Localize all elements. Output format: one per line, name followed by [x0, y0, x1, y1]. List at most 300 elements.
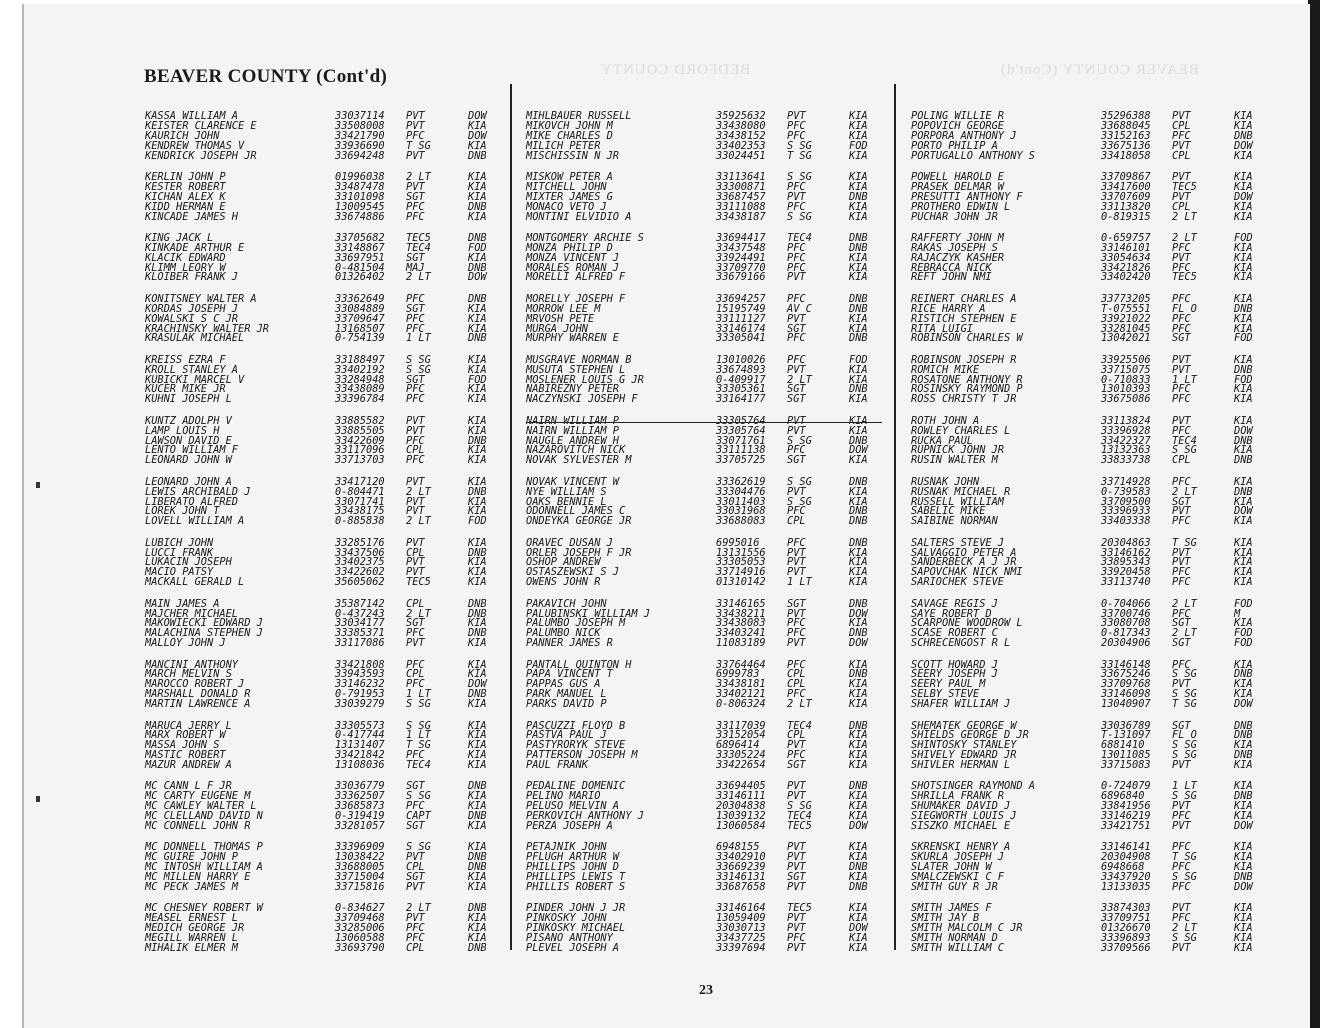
rank: S SG [787, 434, 812, 447]
rank: PFC [787, 292, 806, 305]
service-number: 33714916 [716, 566, 766, 579]
page-title: BEAVER COUNTY (Cont'd) [144, 66, 388, 87]
rank: PVT [1172, 556, 1191, 569]
service-number: 33417120 [335, 475, 385, 488]
status-code: DNB [1234, 790, 1253, 803]
rank: PFC [1172, 312, 1191, 325]
name: RAKAS JOSEPH S [911, 241, 998, 254]
name: MC MILLEN HARRY E [145, 871, 251, 884]
roster-group [526, 353, 898, 406]
status-code: KIA [1234, 941, 1253, 954]
rank: PFC [406, 658, 425, 671]
rank: CPL [787, 668, 806, 681]
name: RAFFERTY JOHN M [911, 231, 1004, 244]
roster-group [911, 353, 1283, 406]
roster-entry [145, 517, 517, 527]
roster-column-1 [145, 112, 517, 965]
roster-entry [526, 578, 898, 588]
name: MIHALIK ELMER M [145, 941, 238, 954]
roster-group [911, 782, 1283, 831]
roster-group [145, 658, 517, 711]
status-code: KIA [1234, 902, 1253, 915]
rank: PVT [1172, 759, 1191, 772]
service-number: 33146174 [716, 322, 766, 335]
status-code: DNB [849, 597, 868, 610]
name: MORROW LEE M [526, 302, 601, 315]
name: KLACIK EDWARD [145, 251, 226, 264]
name: NAZAROVITCH NICK [526, 444, 626, 457]
service-number: 33164177 [716, 393, 766, 406]
status-code: FOD [1234, 637, 1253, 650]
status-code: KIA [1234, 353, 1253, 366]
status-code: KIA [468, 475, 487, 488]
name: LUKACIN JOSEPH [145, 556, 232, 569]
service-number: 33687457 [716, 190, 766, 203]
service-number: 33438187 [716, 210, 766, 223]
service-number: 33438175 [335, 505, 385, 518]
service-number: 20304838 [716, 800, 766, 813]
status-code: KIA [1234, 393, 1253, 406]
status-code: KIA [468, 119, 487, 132]
service-number: 33396784 [335, 393, 385, 406]
service-number: 0-819315 [1101, 210, 1151, 223]
rank: PVT [787, 312, 806, 325]
service-number: 33285176 [335, 536, 385, 549]
name: SAPOVCHAK NICK NMI [911, 566, 1023, 579]
name: PALUMBO NICK [526, 627, 601, 640]
status-code: DNB [468, 485, 487, 498]
name: OWENS JOHN R [526, 576, 601, 589]
status-code: KIA [849, 424, 868, 437]
rank: PFC [1172, 658, 1191, 671]
service-number: 33697951 [335, 251, 385, 264]
service-number: 0-817343 [1101, 627, 1151, 640]
name: MC DONNELL THOMAS P [145, 841, 263, 854]
name: SISZKO MICHAEL E [911, 820, 1011, 833]
service-number: 33693790 [335, 941, 385, 954]
service-number: 33403338 [1101, 515, 1151, 528]
status-code: M [1234, 607, 1241, 620]
rank: SGT [787, 759, 806, 772]
rank: SGT [406, 302, 425, 315]
rank: 2 LT [406, 515, 431, 528]
name: REINERT CHARLES A [911, 292, 1017, 305]
name: SABELIC MIKE [911, 505, 986, 518]
name: ROSINSKY RAYMOND P [911, 383, 1023, 396]
name: MACKALL GERALD L [145, 576, 245, 589]
rank: PVT [406, 556, 425, 569]
status-code: KIA [468, 729, 487, 742]
roster-entry [911, 578, 1283, 588]
service-number: 33715004 [335, 871, 385, 884]
status-code: DNB [849, 719, 868, 732]
name: SALVAGGIO PETER A [911, 546, 1017, 559]
service-number: 33305764 [716, 414, 766, 427]
status-code: KIA [849, 454, 868, 467]
status-code: KIA [468, 312, 487, 325]
service-number: 33034177 [335, 617, 385, 630]
service-number: 0-319419 [335, 810, 385, 823]
roster-group [145, 353, 517, 406]
rank: PFC [787, 749, 806, 762]
service-number: 20304906 [1101, 637, 1151, 650]
name: MONACO VETO J [526, 200, 607, 213]
status-code: DOW [1234, 424, 1253, 437]
service-number: 13011085 [1101, 749, 1151, 762]
name: PALUMBO JOSEPH M [526, 617, 626, 630]
service-number: 33675246 [1101, 668, 1151, 681]
service-number: 33396909 [335, 841, 385, 854]
name: MUSGRAVE NORMAN B [526, 353, 632, 366]
rank: PFC [406, 210, 425, 223]
service-number: 33117086 [335, 637, 385, 650]
status-code: FOD [1234, 373, 1253, 386]
name: MC CONNELL JOHN R [145, 820, 251, 833]
rank: PFC [406, 200, 425, 213]
service-number: 33700746 [1101, 607, 1151, 620]
rank: PVT [787, 881, 806, 893]
roster-group [526, 170, 898, 223]
rank: 1 LT [406, 729, 431, 742]
status-code: KIA [468, 912, 487, 925]
service-number: 33705682 [335, 231, 385, 244]
roster-entry [911, 273, 1283, 283]
status-code: FOD [468, 373, 487, 386]
rank: SGT [406, 190, 425, 203]
page-number: 23 [699, 983, 713, 998]
service-number: 33037114 [335, 110, 385, 122]
status-code: DNB [1234, 871, 1253, 884]
name: MALLOY JOHN J [145, 637, 226, 650]
rank: PVT [406, 536, 425, 549]
status-code: KIA [849, 871, 868, 884]
rank: PFC [1172, 881, 1191, 893]
service-number: 33438181 [716, 678, 766, 691]
rank: PVT [406, 912, 425, 925]
rank: PFC [406, 922, 425, 935]
margin-mark [36, 482, 40, 488]
service-number: 33362649 [335, 292, 385, 305]
roster-group [526, 782, 898, 831]
status-code: KIA [468, 932, 487, 945]
name: OSHOP ANDREW [526, 556, 601, 569]
name: KENDREW THOMAS V [145, 139, 245, 152]
service-number: 33422327 [1101, 434, 1151, 447]
service-number: 33925506 [1101, 353, 1151, 366]
rank: S SG [787, 495, 812, 508]
name: POLING WILLIE R [911, 110, 1004, 122]
status-code: DNB [849, 515, 868, 528]
service-number: 33437725 [716, 932, 766, 945]
name: PELINO MARIO [526, 790, 601, 803]
service-number: 13009545 [335, 200, 385, 213]
status-code: KIA [1234, 241, 1253, 254]
service-number: 33715816 [335, 881, 385, 893]
roster-entry [145, 149, 517, 162]
service-number: 33385371 [335, 627, 385, 640]
name: MC CANN L F JR [145, 780, 232, 793]
service-number: 0-437243 [335, 607, 385, 620]
status-code: KIA [468, 556, 487, 569]
rank: PVT [787, 363, 806, 376]
name: PASTVA PAUL J [526, 729, 607, 742]
name: MC CLELLAND DAVID N [145, 810, 263, 823]
service-number: 33402353 [716, 139, 766, 152]
status-code: KIA [468, 800, 487, 813]
status-code: KIA [849, 556, 868, 569]
status-code: KIA [468, 444, 487, 457]
rank: PVT [406, 881, 425, 893]
rank: S SG [1172, 444, 1197, 457]
status-code: KIA [1234, 800, 1253, 813]
name: SMALCZEWSKI C F [911, 871, 1004, 884]
status-code: DNB [849, 536, 868, 549]
rank: SGT [787, 383, 806, 396]
service-number: 33438080 [716, 119, 766, 132]
roster-group [526, 719, 898, 772]
status-code: KIA [1234, 475, 1253, 488]
rank: PFC [1172, 383, 1191, 396]
rank: S SG [787, 210, 812, 223]
status-code: KIA [849, 658, 868, 671]
rank: 2 LT [1172, 922, 1197, 935]
name: REBRACCA NICK [911, 261, 992, 274]
status-code: KIA [849, 941, 868, 954]
status-code: KIA [1234, 536, 1253, 549]
name: MC CHESNEY ROBERT W [145, 902, 263, 915]
service-number: 15195749 [716, 302, 766, 315]
name: PAPA VINCENT T [526, 668, 613, 681]
status-code: KIA [849, 149, 868, 162]
status-code: KIA [1234, 678, 1253, 691]
name: ODONNELL JAMES C [526, 505, 626, 518]
roster-entry [911, 761, 1283, 771]
status-code: KIA [849, 617, 868, 630]
rank: PFC [787, 536, 806, 549]
service-number: 33920458 [1101, 566, 1151, 579]
service-number: 13010393 [1101, 383, 1151, 396]
name: PEDALINE DOMENIC [526, 780, 626, 793]
rank: FL O [1172, 302, 1197, 315]
rank: PVT [1172, 139, 1191, 152]
rank: SGT [406, 820, 425, 833]
service-number: 33146219 [1101, 810, 1151, 823]
rank: 1 LT [1172, 373, 1197, 386]
name: RUPNICK JOHN JR [911, 444, 1004, 457]
rank: CPL [1172, 119, 1191, 132]
status-code: KIA [1234, 312, 1253, 325]
status-code: DNB [1234, 668, 1253, 681]
status-code: KIA [1234, 200, 1253, 213]
name: REFT JOHN NMI [911, 271, 992, 284]
service-number: 33084889 [335, 302, 385, 315]
service-number: 33402910 [716, 851, 766, 864]
name: SALTERS STEVE J [911, 536, 1004, 549]
rank: PFC [787, 444, 806, 457]
service-number: 35296388 [1101, 110, 1151, 122]
service-number: 33304476 [716, 485, 766, 498]
name: POPOVICH GEORGE [911, 119, 1004, 132]
rank: S SG [1172, 932, 1197, 945]
status-code: KIA [468, 566, 487, 579]
roster-entry [911, 883, 1283, 893]
service-number: 33305224 [716, 749, 766, 762]
rank: AV C [787, 302, 812, 315]
service-number: 33071761 [716, 434, 766, 447]
service-number: 33421826 [1101, 261, 1151, 274]
rank: 2 LT [1172, 597, 1197, 610]
rank: TEC5 [787, 902, 812, 915]
service-number: 0-739583 [1101, 485, 1151, 498]
rank: 1 LT [1172, 780, 1197, 793]
service-number: 33508008 [335, 119, 385, 132]
rank: PVT [787, 841, 806, 854]
rank: TEC4 [787, 810, 812, 823]
service-number: 33113641 [716, 170, 766, 183]
status-code: DNB [849, 434, 868, 447]
status-code: DNB [468, 810, 487, 823]
rank: PFC [406, 678, 425, 691]
name: SKRENSKI HENRY A [911, 841, 1011, 854]
rank: PFC [406, 393, 425, 406]
roster-group [911, 843, 1283, 892]
status-code: KIA [1234, 322, 1253, 335]
rank: PVT [1172, 110, 1191, 122]
rank: TEC4 [787, 719, 812, 732]
service-number: 33146164 [716, 902, 766, 915]
service-number: 33694257 [716, 292, 766, 305]
service-number: 35605062 [335, 576, 385, 589]
service-number: 33675086 [1101, 393, 1151, 406]
service-number: 33031968 [716, 505, 766, 518]
name: MRVOSH PETE [526, 312, 595, 325]
service-number: 33397694 [716, 941, 766, 954]
status-code: KIA [1234, 658, 1253, 671]
service-number: 33396893 [1101, 932, 1151, 945]
status-code: DNB [468, 546, 487, 559]
status-code: DNB [468, 941, 487, 954]
status-code: KIA [849, 932, 868, 945]
rank: PFC [787, 505, 806, 518]
name: PORTO PHILIP A [911, 139, 998, 152]
roster-group [911, 414, 1283, 467]
roster-group [911, 170, 1283, 223]
status-code: DNB [849, 332, 868, 345]
status-code: DNB [1234, 363, 1253, 376]
name: MAJCHER MICHAEL [145, 607, 238, 620]
status-code: DOW [468, 271, 487, 284]
service-number: 0-704066 [1101, 597, 1151, 610]
status-code: FOD [1234, 627, 1253, 640]
name: OAKS BENNIE L [526, 495, 607, 508]
rank: PFC [1172, 129, 1191, 142]
status-code: KIA [1234, 861, 1253, 874]
rank: PVT [1172, 414, 1191, 427]
name: MC INTOSH WILLIAM A [145, 861, 263, 874]
status-code: KIA [468, 495, 487, 508]
name: PETAJNIK JOHN [526, 841, 607, 854]
status-code: KIA [849, 485, 868, 498]
status-code: KIA [468, 210, 487, 223]
name: KRACHINSKY WALTER JR [145, 322, 269, 335]
rank: TEC5 [406, 231, 431, 244]
rank: PVT [1172, 678, 1191, 691]
rank: PFC [787, 332, 806, 345]
status-code: KIA [468, 790, 487, 803]
status-code: KIA [468, 536, 487, 549]
service-number: 0-417744 [335, 729, 385, 742]
service-number: 33039279 [335, 698, 385, 711]
name: SCARPONE WOODROW L [911, 617, 1023, 630]
rank: SGT [406, 617, 425, 630]
name: PARKS DAVID P [526, 698, 607, 711]
rank: PFC [406, 932, 425, 945]
name: NAIRN WILLIAM P [526, 424, 619, 437]
status-code: KIA [849, 576, 868, 589]
rank: 2 LT [406, 170, 431, 183]
status-code: KIA [849, 110, 868, 122]
rank: S SG [1172, 871, 1197, 884]
service-number: 33833738 [1101, 454, 1151, 467]
name: NABIREZNY PETER [526, 383, 619, 396]
roster-entry [526, 273, 898, 283]
service-number: 33895343 [1101, 556, 1151, 569]
status-code: KIA [1234, 546, 1253, 559]
name: MC PECK JAMES M [145, 881, 238, 893]
service-number: 33714928 [1101, 475, 1151, 488]
service-number: 13168507 [335, 322, 385, 335]
name: OSTASZEWSKI S J [526, 566, 619, 579]
roster-group [911, 658, 1283, 711]
status-code: DNB [468, 627, 487, 640]
status-code: DNB [468, 688, 487, 701]
status-code: DNB [849, 292, 868, 305]
rank: PFC [787, 180, 806, 193]
status-code: KIA [1234, 759, 1253, 772]
rank: PFC [1172, 841, 1191, 854]
rank: 2 LT [787, 698, 812, 711]
status-code: KIA [849, 800, 868, 813]
name: RITA LUIGI [911, 322, 973, 335]
service-number: 0-710833 [1101, 373, 1151, 386]
roster-entry [526, 700, 898, 710]
rank: PFC [406, 383, 425, 396]
name: PHILLIPS LEWIS T [526, 871, 626, 884]
service-number: 13060588 [335, 932, 385, 945]
rank: PVT [787, 607, 806, 620]
service-number: 0-804471 [335, 485, 385, 498]
name: MILICH PETER [526, 139, 601, 152]
service-number: 13131556 [716, 546, 766, 559]
service-number: 33146111 [716, 790, 766, 803]
status-code: DNB [468, 780, 487, 793]
service-number: 13132363 [1101, 444, 1151, 457]
roster-group [526, 904, 898, 953]
service-number: 33111088 [716, 200, 766, 213]
name: MANCINI ANTHONY [145, 658, 238, 671]
roster-group [911, 904, 1283, 953]
roster-entry [526, 941, 898, 954]
rank: PFC [406, 292, 425, 305]
rank: PFC [787, 129, 806, 142]
rank: CPL [1172, 454, 1191, 467]
name: LEONARD JOHN W [145, 454, 232, 467]
service-number: 33418058 [1101, 149, 1151, 162]
roster-group [145, 843, 517, 892]
rank: PFC [406, 454, 425, 467]
rank: S SG [406, 719, 431, 732]
service-number: 33438211 [716, 607, 766, 620]
